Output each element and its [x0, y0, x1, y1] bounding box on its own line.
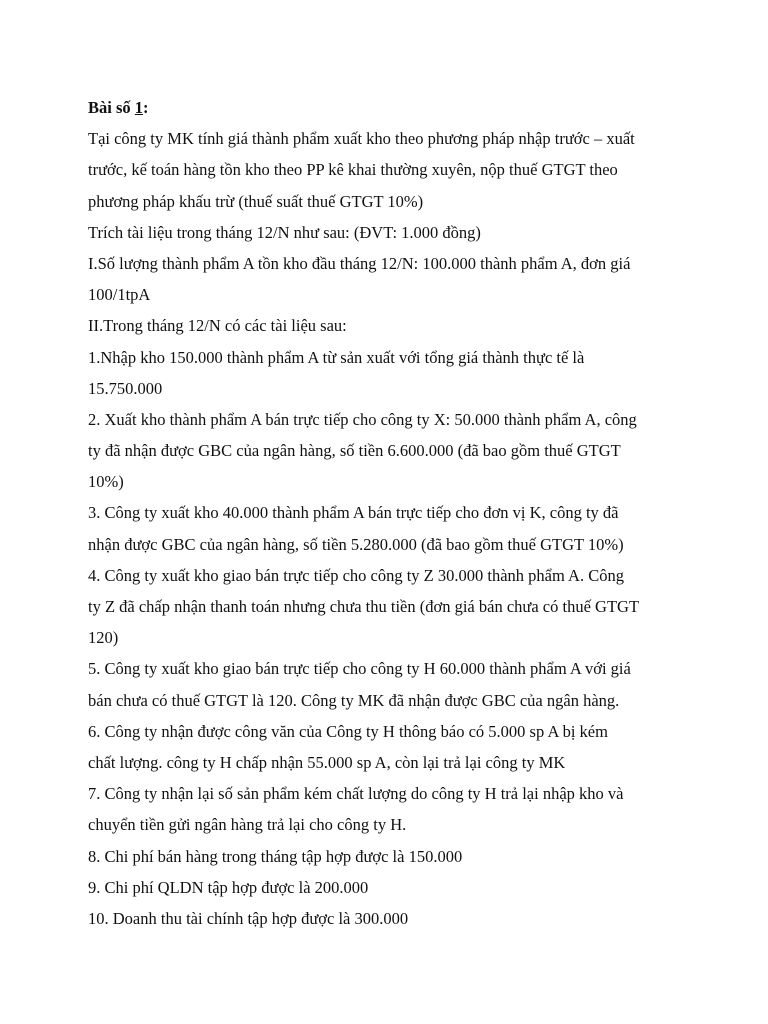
text-line: 6. Công ty nhận được công văn của Công ty H thông báo có 5.000 sp A bị kém [88, 721, 608, 741]
text-line: nhận được GBC của ngân hàng, số tiền 5.280.000 (đã bao gồm thuế GTGT 10%) [88, 534, 624, 554]
text-line: 9. Chi phí QLDN tập hợp được là 200.000 [88, 877, 369, 897]
document-page [88, 92, 698, 934]
text-line: I.Số lượng thành phẩm A tồn kho đầu tháng 12/N: 100.000 thành phẩm A, đơn giá [88, 253, 631, 273]
text-line: 1.Nhập kho 150.000 thành phẩm A từ sản xuất với tổng giá thành thực tế là [88, 347, 585, 367]
text-line: Tại công ty MK tính giá thành phẩm xuất kho theo phương pháp nhập trước – xuất [88, 129, 635, 149]
text-line: 10. Doanh thu tài chính tập hợp được là 300.000 [88, 908, 409, 928]
text-line: 10%) [88, 472, 124, 492]
text-line: Trích tài liệu trong tháng 12/N như sau: (ĐVT: 1.000 đồng) [88, 222, 481, 242]
text-line: 2. Xuất kho thành phẩm A bán trực tiếp cho công ty X: 50.000 thành phẩm A, công [88, 409, 637, 429]
text-line: trước, kế toán hàng tồn kho theo PP kê khai thường xuyên, nộp thuế GTGT theo [88, 160, 618, 180]
title-prefix: Bài số [88, 98, 135, 117]
text-line: 8. Chi phí bán hàng trong tháng tập hợp được là 150.000 [88, 846, 463, 866]
text-line: 5. Công ty xuất kho giao bán trực tiếp cho công ty H 60.000 thành phẩm A với giá [88, 659, 631, 679]
text-line: chuyển tiền gửi ngân hàng trả lại cho công ty H. [88, 815, 407, 835]
text-line: bán chưa có thuế GTGT là 120. Công ty MK đã nhận được GBC của ngân hàng. [88, 690, 620, 710]
text-line: ty đã nhận được GBC của ngân hàng, số tiền 6.600.000 (đã bao gồm thuế GTGT [88, 441, 621, 461]
text-line: ty Z đã chấp nhận thanh toán nhưng chưa thu tiền (đơn giá bán chưa có thuế GTGT [88, 597, 640, 616]
text-line: phương pháp khấu trừ (thuế suất thuế GTGT 10%) [88, 191, 424, 211]
exercise-title [88, 92, 698, 123]
text-line: II.Trong tháng 12/N có các tài liệu sau: [88, 316, 347, 336]
text-line: 7. Công ty nhận lại số sản phẩm kém chất lượng do công ty H trả lại nhập kho và [88, 784, 624, 804]
text-line: 4. Công ty xuất kho giao bán trực tiếp cho công ty Z 30.000 thành phẩm A. Công [88, 565, 624, 585]
text-line: 15.750.000 [88, 378, 163, 398]
text-line: 3. Công ty xuất kho 40.000 thành phẩm A bán trực tiếp cho đơn vị K, công ty đã [88, 503, 619, 523]
title-number: 1 [134, 98, 144, 117]
title-colon: : [143, 98, 149, 117]
text-line: 100/1tpA [88, 285, 151, 305]
text-line: chất lượng. công ty H chấp nhận 55.000 sp A, còn lại trả lại công ty MK [88, 752, 566, 772]
text-line: 120) [88, 628, 119, 648]
